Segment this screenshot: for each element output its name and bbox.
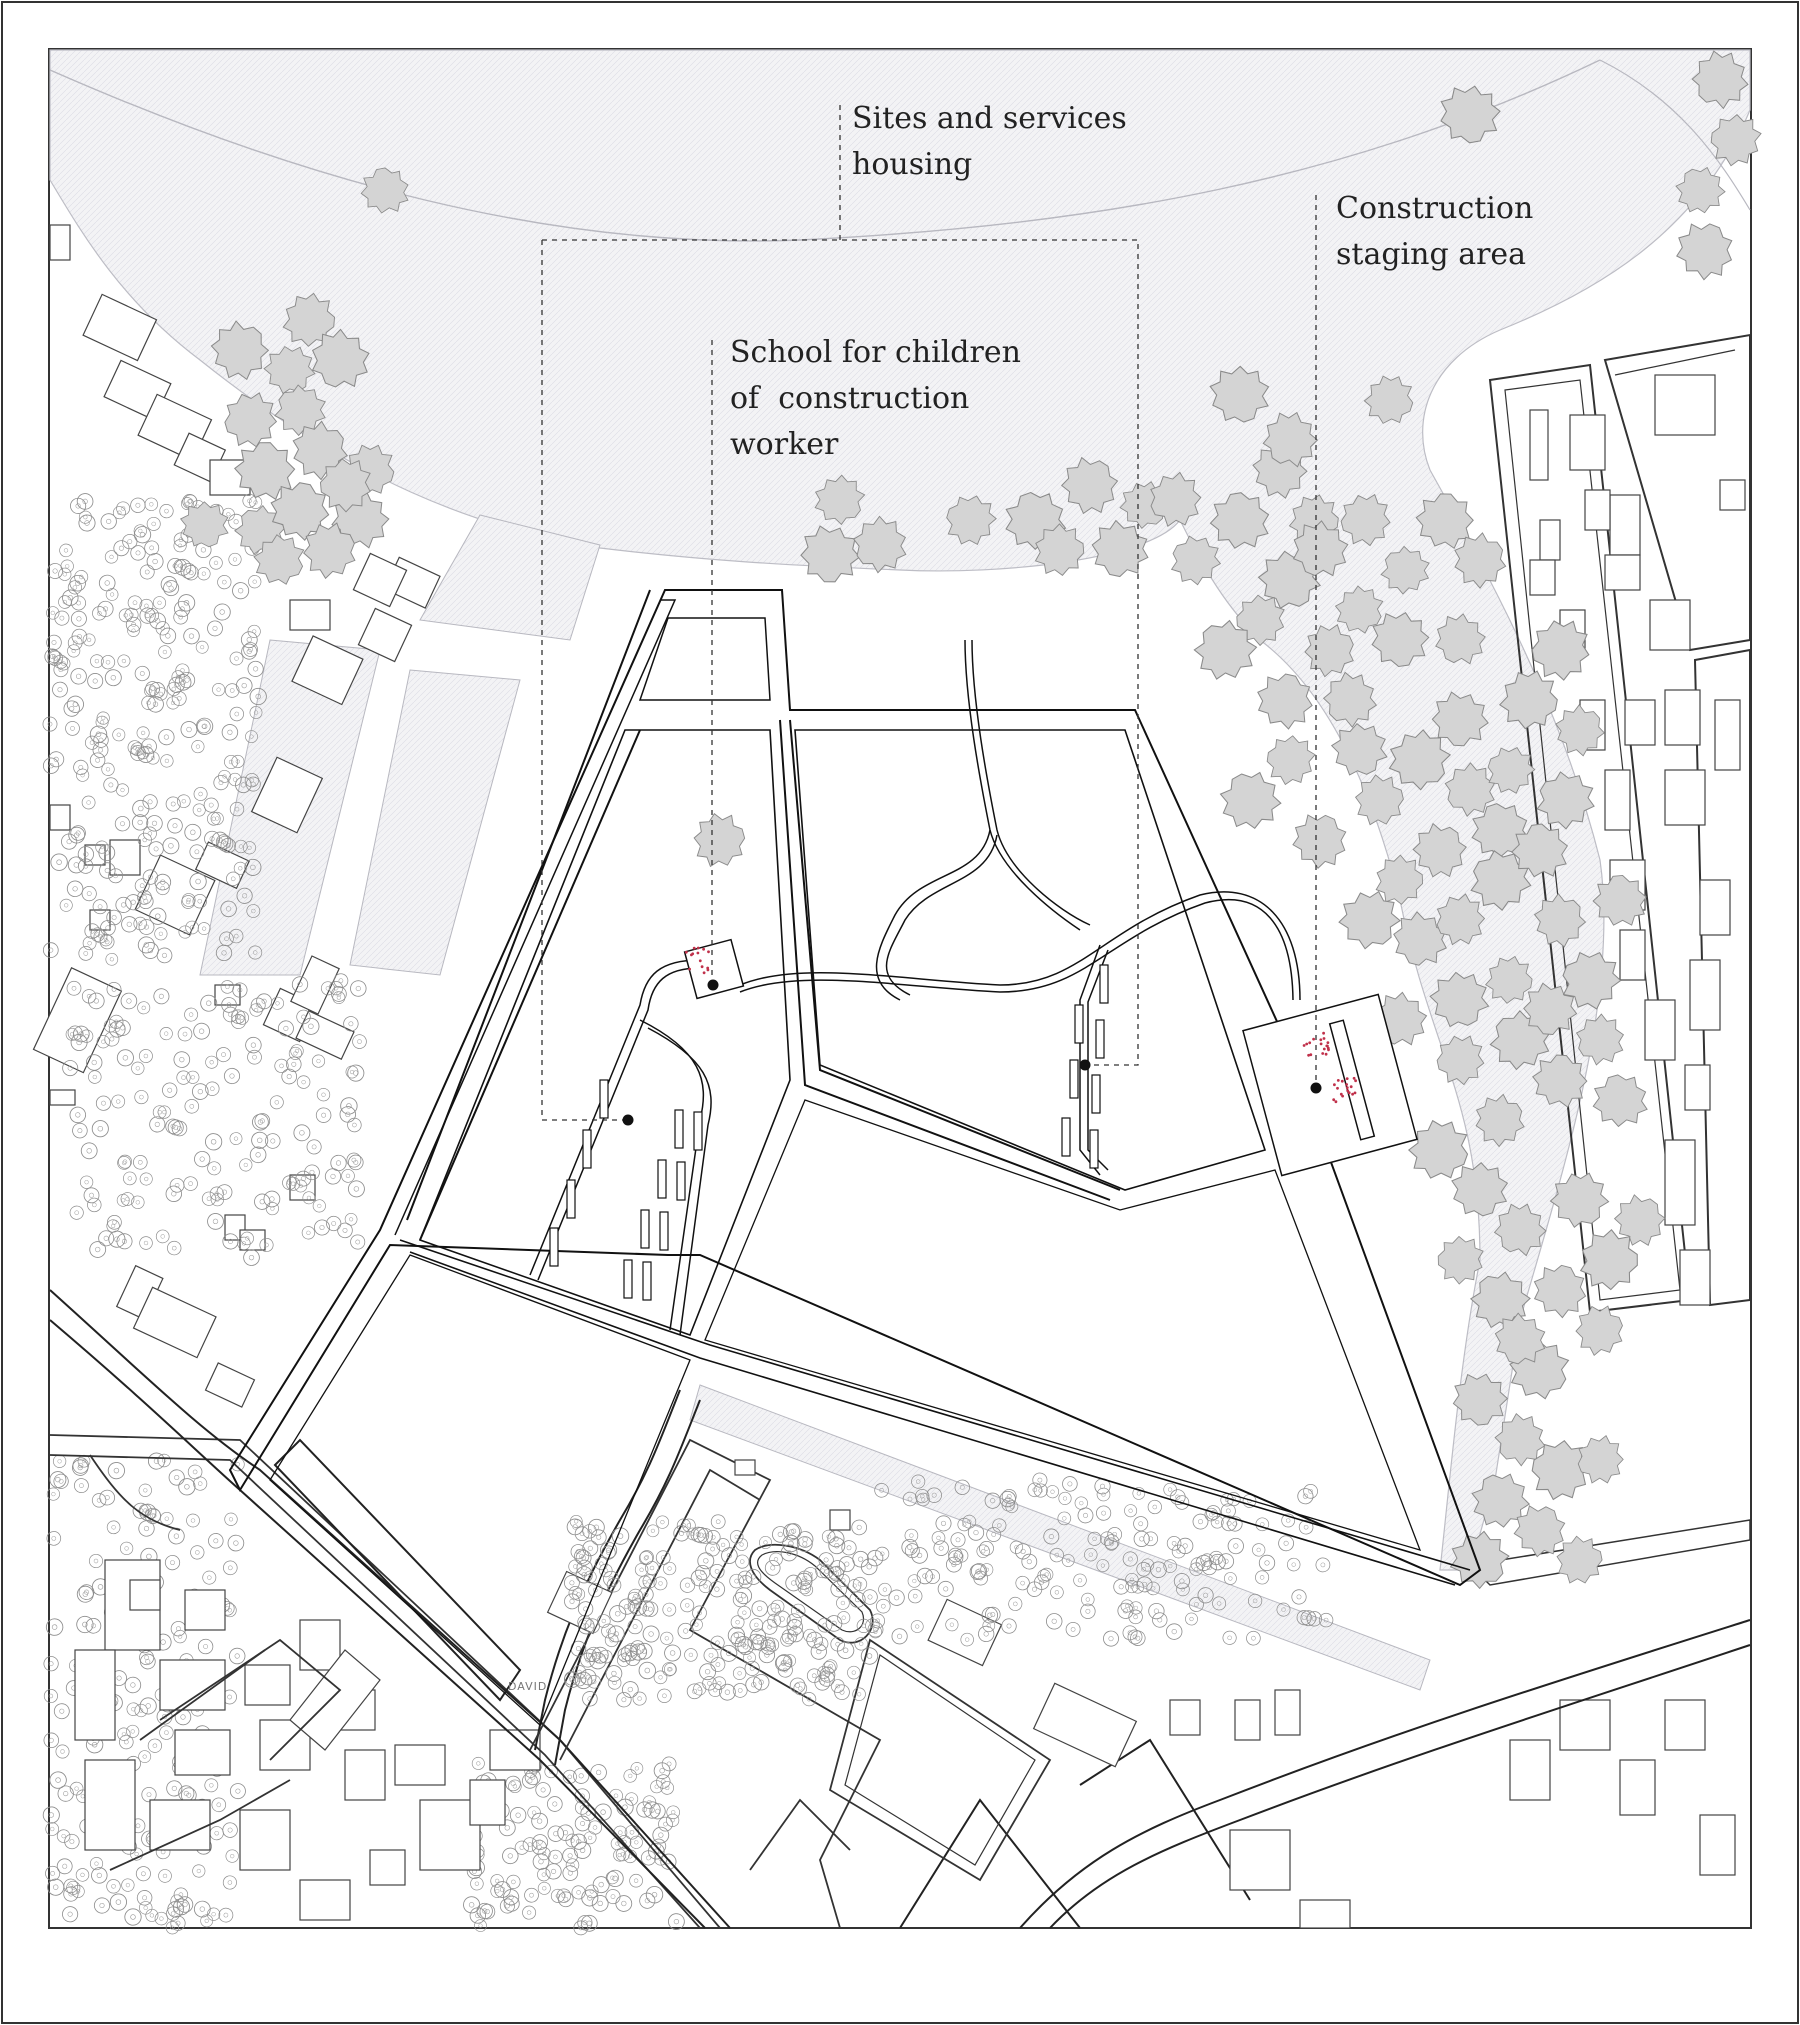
red-marker-dot — [1345, 1083, 1348, 1086]
red-marker-dot — [707, 950, 710, 953]
red-marker-dot — [1341, 1080, 1344, 1083]
red-marker-dot — [1326, 1045, 1329, 1048]
red-marker-dot — [1322, 1032, 1325, 1035]
red-marker-dot — [697, 952, 700, 955]
red-marker-dot — [1327, 1041, 1330, 1044]
staging-dot — [1311, 1083, 1322, 1094]
label-school — [730, 330, 1021, 468]
red-marker-dot — [1323, 1048, 1326, 1051]
housing-dot-east — [1080, 1060, 1091, 1071]
label-sites-services — [852, 96, 1127, 188]
red-marker-dot — [688, 968, 691, 971]
red-marker-dot — [1340, 1093, 1343, 1096]
red-marker-dot — [1308, 1041, 1311, 1044]
red-marker-dot — [1335, 1100, 1338, 1103]
red-marker-dot — [1303, 1044, 1306, 1047]
red-marker-dot — [1323, 1037, 1326, 1040]
red-marker-dot — [701, 965, 704, 968]
red-marker-dot — [1348, 1091, 1351, 1094]
red-marker-dot — [702, 948, 705, 951]
red-marker-dot — [1321, 1052, 1324, 1055]
red-marker-dot — [1312, 1038, 1315, 1041]
label-school-line1: School for children — [730, 335, 1021, 370]
red-marker-dot — [1354, 1092, 1357, 1095]
map-canvas — [34, 42, 1767, 1936]
red-marker-dot — [706, 967, 709, 970]
red-marker-dot — [690, 954, 693, 957]
red-marker-dot — [1346, 1077, 1349, 1080]
red-marker-dot — [1350, 1085, 1353, 1088]
red-marker-dot — [1351, 1093, 1354, 1096]
red-marker-dot — [1305, 1043, 1308, 1046]
school-dot — [708, 980, 719, 991]
red-marker-dot — [685, 951, 688, 954]
red-marker-dot — [1354, 1079, 1357, 1082]
street-label: DAVID — [508, 1680, 548, 1693]
red-marker-dot — [1346, 1086, 1349, 1089]
red-marker-dot — [1332, 1098, 1335, 1101]
red-marker-dot — [699, 959, 702, 962]
label-construction-staging-line1: Construction — [1336, 191, 1534, 226]
label-construction-staging — [1336, 186, 1533, 278]
red-marker-dot — [703, 971, 706, 974]
red-marker-dot — [1353, 1077, 1356, 1080]
red-marker-dot — [1319, 1038, 1322, 1041]
red-marker-dot — [1325, 1053, 1328, 1056]
red-marker-dot — [1333, 1083, 1336, 1086]
red-marker-dot — [1337, 1079, 1340, 1082]
red-marker-dot — [1307, 1054, 1310, 1057]
red-marker-dot — [693, 947, 696, 950]
red-marker-dot — [1336, 1087, 1339, 1090]
red-marker-dot — [697, 947, 700, 950]
label-construction-staging-line2: staging area — [1336, 237, 1527, 272]
red-marker-dot — [1320, 1043, 1323, 1046]
label-sites-services-line1: Sites and services — [852, 101, 1127, 136]
housing-dot-west — [623, 1115, 634, 1126]
label-school-line3: worker — [730, 427, 839, 462]
label-school-line2: of construction — [730, 381, 970, 416]
label-sites-services-line2: housing — [852, 147, 973, 182]
